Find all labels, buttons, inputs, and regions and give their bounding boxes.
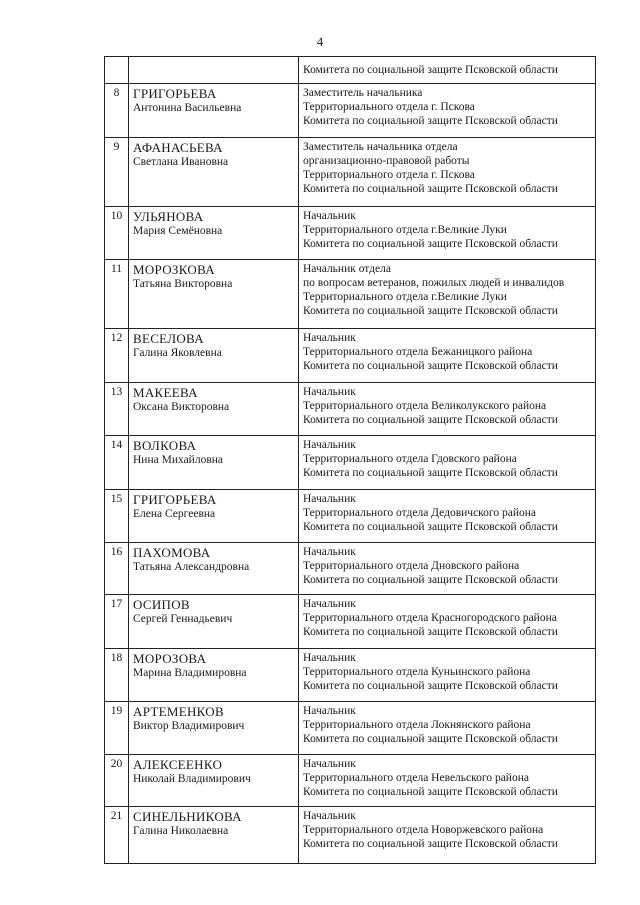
table-row <box>105 543 596 595</box>
position-line: Комитета по социальной защите Псковской области <box>303 360 558 372</box>
person-given-names: Елена Сергеевна <box>133 508 216 520</box>
position-line: Начальник <box>303 758 356 770</box>
person-surname: ОСИПОВ <box>133 597 190 612</box>
table-row <box>105 649 596 702</box>
table-row <box>105 807 596 864</box>
person-given-names: Мария Семёновна <box>133 225 223 237</box>
position-line: Территориального отдела Невельского района <box>303 772 529 784</box>
person-surname: ГРИГОРЬЕВА <box>133 86 217 101</box>
position-line: Территориального отдела г. Пскова <box>303 101 475 113</box>
person-surname: ПАХОМОВА <box>133 545 211 560</box>
person-given-names: Сергей Геннадьевич <box>133 613 233 625</box>
person-cell <box>129 84 299 138</box>
row-number-cell: 15 <box>105 490 129 543</box>
position-line: Территориального отдела г. Пскова <box>303 169 475 181</box>
staff-table-body <box>105 57 596 864</box>
row-number-cell <box>105 57 129 84</box>
position-line: Комитета по социальной защите Псковской области <box>303 64 558 76</box>
person-cell <box>129 595 299 649</box>
position-line: Начальник <box>303 705 356 717</box>
position-cell <box>299 260 596 329</box>
position-line: Территориального отдела Дедовичского района <box>303 507 537 519</box>
position-line: Начальник <box>303 810 356 822</box>
row-number-cell: 19 <box>105 702 129 755</box>
position-line: Начальник <box>303 332 356 344</box>
position-line: Территориального отдела Куньинского района <box>303 666 531 678</box>
row-number-cell: 9 <box>105 138 129 207</box>
staff-table <box>104 56 596 864</box>
row-number-cell: 14 <box>105 436 129 490</box>
table-row <box>105 383 596 436</box>
person-given-names: Галина Яковлевна <box>133 347 222 359</box>
person-given-names: Марина Владимировна <box>133 667 247 679</box>
table-row <box>105 329 596 383</box>
row-number-cell: 13 <box>105 383 129 436</box>
position-cell <box>299 807 596 864</box>
position-line: Начальник <box>303 652 356 664</box>
person-given-names: Николай Владимирович <box>133 773 251 785</box>
table-row <box>105 755 596 807</box>
position-cell <box>299 702 596 755</box>
position-line: Комитета по социальной защите Псковской области <box>303 521 558 533</box>
person-cell <box>129 490 299 543</box>
position-line: Территориального отдела г.Великие Луки <box>303 224 507 236</box>
position-line: Начальник <box>303 439 356 451</box>
position-line: Комитета по социальной защите Псковской области <box>303 838 558 850</box>
position-cell <box>299 755 596 807</box>
row-number-cell: 20 <box>105 755 129 807</box>
person-cell <box>129 755 299 807</box>
table-row <box>105 702 596 755</box>
position-cell <box>299 57 596 84</box>
person-given-names: Оксана Викторовна <box>133 401 230 413</box>
person-surname: СИНЕЛЬНИКОВА <box>133 809 242 824</box>
position-line: Комитета по социальной защите Псковской области <box>303 733 558 745</box>
person-surname: АРТЕМЕНКОВ <box>133 704 224 719</box>
position-line: Комитета по социальной защите Псковской области <box>303 680 558 692</box>
row-number-cell: 10 <box>105 207 129 260</box>
person-cell <box>129 436 299 490</box>
table-row <box>105 84 596 138</box>
page-number: 4 <box>316 34 324 49</box>
person-surname: МАКЕЕВА <box>133 385 198 400</box>
person-surname: ВЕСЕЛОВА <box>133 331 204 346</box>
person-given-names: Галина Николаевна <box>133 825 229 837</box>
row-number-cell: 12 <box>105 329 129 383</box>
row-number-cell: 21 <box>105 807 129 864</box>
person-cell <box>129 807 299 864</box>
person-surname: АЛЕКСЕЕНКО <box>133 757 223 772</box>
table-row <box>105 436 596 490</box>
position-line: Территориального отдела г.Великие Луки <box>303 291 507 303</box>
position-line: Заместитель начальника отдела <box>303 141 458 153</box>
position-line: Территориального отдела Новоржевского района <box>303 824 544 836</box>
person-cell <box>129 383 299 436</box>
person-cell <box>129 207 299 260</box>
position-cell <box>299 595 596 649</box>
person-cell <box>129 543 299 595</box>
position-line: Начальник <box>303 210 356 222</box>
table-row-continued <box>105 57 596 84</box>
person-cell <box>129 260 299 329</box>
person-given-names: Нина Михайловна <box>133 454 224 466</box>
person-given-names: Татьяна Викторовна <box>133 278 233 290</box>
position-line: Начальник <box>303 598 356 610</box>
person-cell <box>129 138 299 207</box>
table-row <box>105 260 596 329</box>
position-cell <box>299 649 596 702</box>
position-line: Территориального отдела Дновского района <box>303 560 520 572</box>
row-number-cell: 18 <box>105 649 129 702</box>
position-cell <box>299 84 596 138</box>
person-surname: МОРОЗОВА <box>133 651 207 666</box>
position-line: Территориального отдела Бежаницкого района <box>303 346 533 358</box>
person-cell <box>129 329 299 383</box>
person-surname: АФАНАСЬЕВА <box>133 140 223 155</box>
person-cell <box>129 702 299 755</box>
position-line: Начальник <box>303 493 356 505</box>
position-line: Комитета по социальной защите Псковской области <box>303 305 558 317</box>
person-cell <box>129 57 299 84</box>
position-cell <box>299 490 596 543</box>
position-line: Комитета по социальной защите Псковской области <box>303 115 558 127</box>
table-row <box>105 595 596 649</box>
person-given-names: Виктор Владимирович <box>133 720 245 732</box>
position-line: Комитета по социальной защите Псковской области <box>303 626 558 638</box>
row-number-cell: 8 <box>105 84 129 138</box>
position-cell <box>299 383 596 436</box>
position-line: Комитета по социальной защите Псковской области <box>303 414 558 426</box>
position-cell <box>299 207 596 260</box>
position-line: Территориального отдела Гдовского района <box>303 453 517 465</box>
position-line: Начальник отдела <box>303 263 391 275</box>
person-surname: УЛЬЯНОВА <box>133 209 204 224</box>
person-given-names: Светлана Ивановна <box>133 156 229 168</box>
position-cell <box>299 543 596 595</box>
position-line: Территориального отдела Великолукского района <box>303 400 547 412</box>
person-cell <box>129 649 299 702</box>
position-line: Комитета по социальной защите Псковской области <box>303 786 558 798</box>
row-number-cell: 11 <box>105 260 129 329</box>
position-line: Территориального отдела Красногородского района <box>303 612 557 624</box>
position-line: Комитета по социальной защите Псковской области <box>303 238 558 250</box>
table-row <box>105 207 596 260</box>
position-line: Начальник <box>303 546 356 558</box>
row-number-cell: 17 <box>105 595 129 649</box>
position-line: по вопросам ветеранов, пожилых людей и инвалидов <box>303 277 565 289</box>
position-line: Заместитель начальника <box>303 87 423 99</box>
person-surname: МОРОЗКОВА <box>133 262 215 277</box>
position-line: Начальник <box>303 386 356 398</box>
position-line: организационно-правовой работы <box>303 155 470 167</box>
person-given-names: Антонина Васильевна <box>133 102 242 114</box>
person-given-names: Татьяна Александровна <box>133 561 250 573</box>
position-line: Комитета по социальной защите Псковской области <box>303 183 558 195</box>
position-line: Территориального отдела Локнянского района <box>303 719 531 731</box>
position-cell <box>299 329 596 383</box>
row-number-cell: 16 <box>105 543 129 595</box>
person-surname: ГРИГОРЬЕВА <box>133 492 217 507</box>
position-cell <box>299 138 596 207</box>
person-surname: ВОЛКОВА <box>133 438 197 453</box>
table-row <box>105 138 596 207</box>
position-line: Комитета по социальной защите Псковской области <box>303 574 558 586</box>
table-row <box>105 490 596 543</box>
position-cell <box>299 436 596 490</box>
position-line: Комитета по социальной защите Псковской области <box>303 467 558 479</box>
